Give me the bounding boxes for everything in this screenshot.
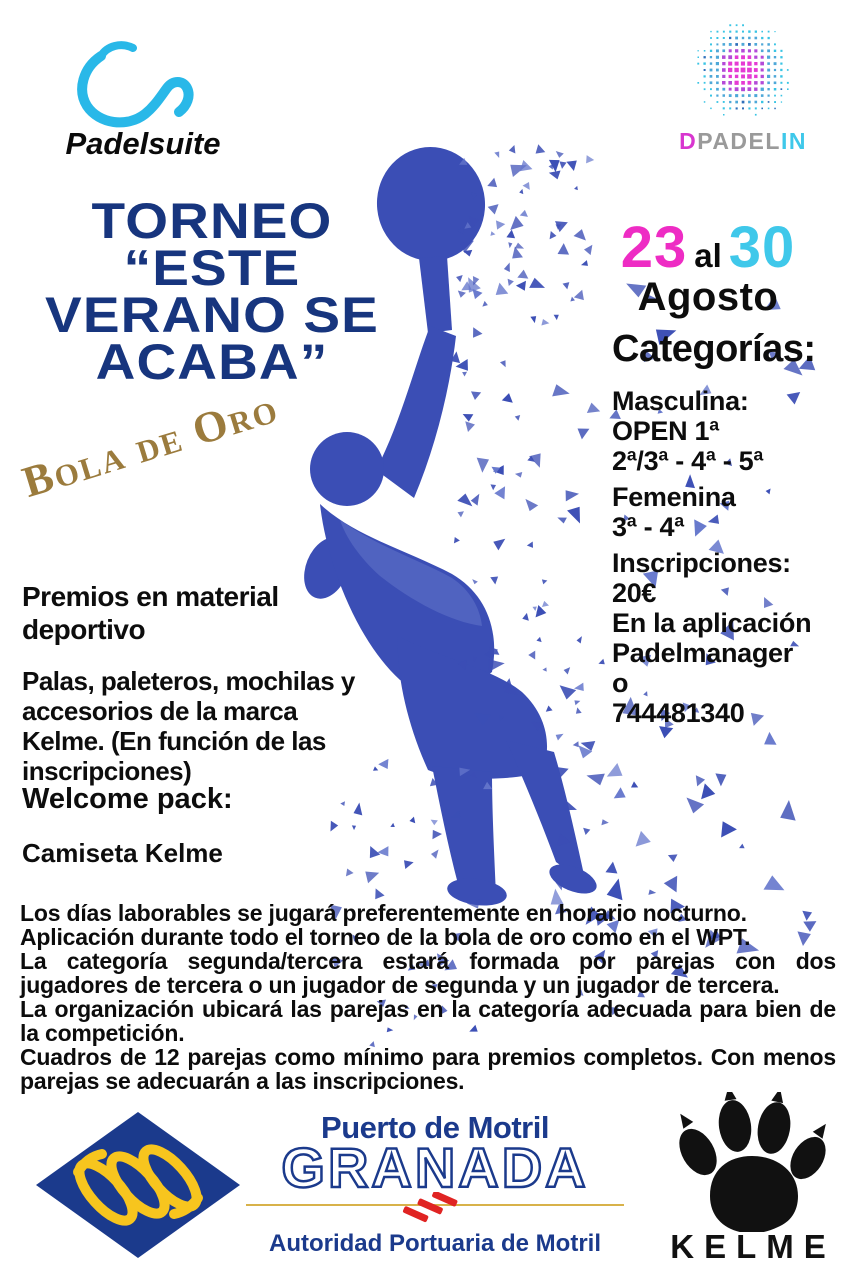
masculina-line-2: 2ª/3ª - 4ª - 5ª	[612, 446, 764, 476]
prizes-heading-line-1: Premios en material	[22, 581, 279, 612]
rule-paragraph: La organización ubicará las parejas en la categoría adecuada para bien de la competición.	[20, 996, 836, 1046]
prizes-details	[22, 666, 442, 786]
prizes-detail-line-4: inscripciones)	[22, 756, 192, 786]
player-head	[310, 432, 384, 506]
categories-femenina	[612, 482, 736, 542]
title-line-3: VERANO SE	[45, 287, 379, 343]
puerto-de-motril-text: Puerto de Motril	[321, 1110, 549, 1145]
prizes-detail-line-3: Kelme. (En función de las	[22, 726, 326, 756]
bola-de-oro-banner: Bola de Oro	[16, 382, 284, 507]
categories-masculina	[612, 386, 763, 476]
categories-heading: Categorías:	[612, 328, 816, 370]
inscriptions-connector: o	[612, 668, 629, 698]
femenina-line-1: 3ª - 4ª	[612, 512, 684, 542]
red-chevron-icon	[393, 1192, 477, 1232]
dpadelin-part-d: D	[679, 128, 698, 154]
player-back-leg	[506, 740, 586, 884]
date-connector: al	[694, 237, 722, 274]
puertos-del-estado-logo	[32, 1110, 244, 1260]
rule-paragraph: Cuadros de 12 parejas como mínimo para premios completos. Con menos parejas se adecuarán a las inscripciones.	[20, 1044, 836, 1094]
rule-paragraph: La categoría segunda/tercera estará formada por parejas con dos jugadores de tercera o un jugador de segunda y un jugador de tercera.	[20, 948, 836, 998]
date-month: Agosto	[637, 275, 779, 319]
welcome-pack-item: Camiseta Kelme	[22, 838, 223, 868]
granada-outline-text: GRANADA	[281, 1136, 589, 1199]
inscriptions-app-line-2: Padelmanager	[612, 638, 793, 668]
puerto-de-motril-logo	[246, 1110, 624, 1258]
dpadelin-logo	[643, 14, 843, 155]
masculina-label: Masculina:	[612, 386, 749, 416]
kelme-logo	[648, 1092, 848, 1266]
prizes-heading-line-2: deportivo	[22, 614, 146, 645]
padelsuite-swoosh-icon	[63, 40, 223, 132]
granada-divider	[246, 1194, 624, 1228]
dpadelin-dot-sphere-icon	[687, 14, 799, 126]
padelsuite-wordmark: Padelsuite	[65, 126, 221, 161]
title-line-1: TORNEO	[91, 193, 333, 249]
dpadelin-wordmark	[643, 128, 843, 155]
masculina-line-1: OPEN 1ª	[612, 416, 719, 446]
padelsuite-logo	[28, 40, 258, 162]
rule-paragraph: Aplicación durante todo el torneo de la bola de oro como en el WPT.	[20, 924, 751, 950]
title-line-2: “ESTE	[123, 240, 301, 296]
prizes-detail-line-2: accesorios de la marca	[22, 696, 298, 726]
inscriptions-heading: Inscripciones:	[612, 548, 791, 578]
date-to: 30	[728, 215, 796, 280]
kelme-paw-icon	[648, 1092, 848, 1232]
inscriptions-price: 20€	[612, 578, 657, 608]
dates-block	[562, 214, 854, 320]
prizes-detail-line-1: Palas, paleteros, mochilas y	[22, 666, 355, 696]
title-line-4: ACABA”	[95, 334, 329, 390]
date-from: 23	[620, 215, 688, 280]
date-range	[562, 214, 854, 281]
rule-paragraph: Los días laborables se jugará preferentemente en horario nocturno.	[20, 900, 747, 926]
autoridad-portuaria-text: Autoridad Portuaria de Motril	[268, 1230, 601, 1257]
welcome-pack-heading: Welcome pack:	[22, 783, 233, 815]
inscriptions-app-line-1: En la aplicación	[612, 608, 812, 638]
dpadelin-part-in: IN	[780, 128, 807, 154]
femenina-label: Femenina	[612, 482, 736, 512]
inscriptions-phone: 744481340	[612, 698, 745, 728]
poster-title	[0, 193, 432, 390]
kelme-wordmark: KELME	[670, 1228, 836, 1265]
inscriptions-block	[612, 548, 811, 728]
rules-paragraphs	[20, 901, 836, 1093]
prizes-heading	[22, 580, 422, 646]
dpadelin-part-padel: PADEL	[697, 128, 781, 154]
